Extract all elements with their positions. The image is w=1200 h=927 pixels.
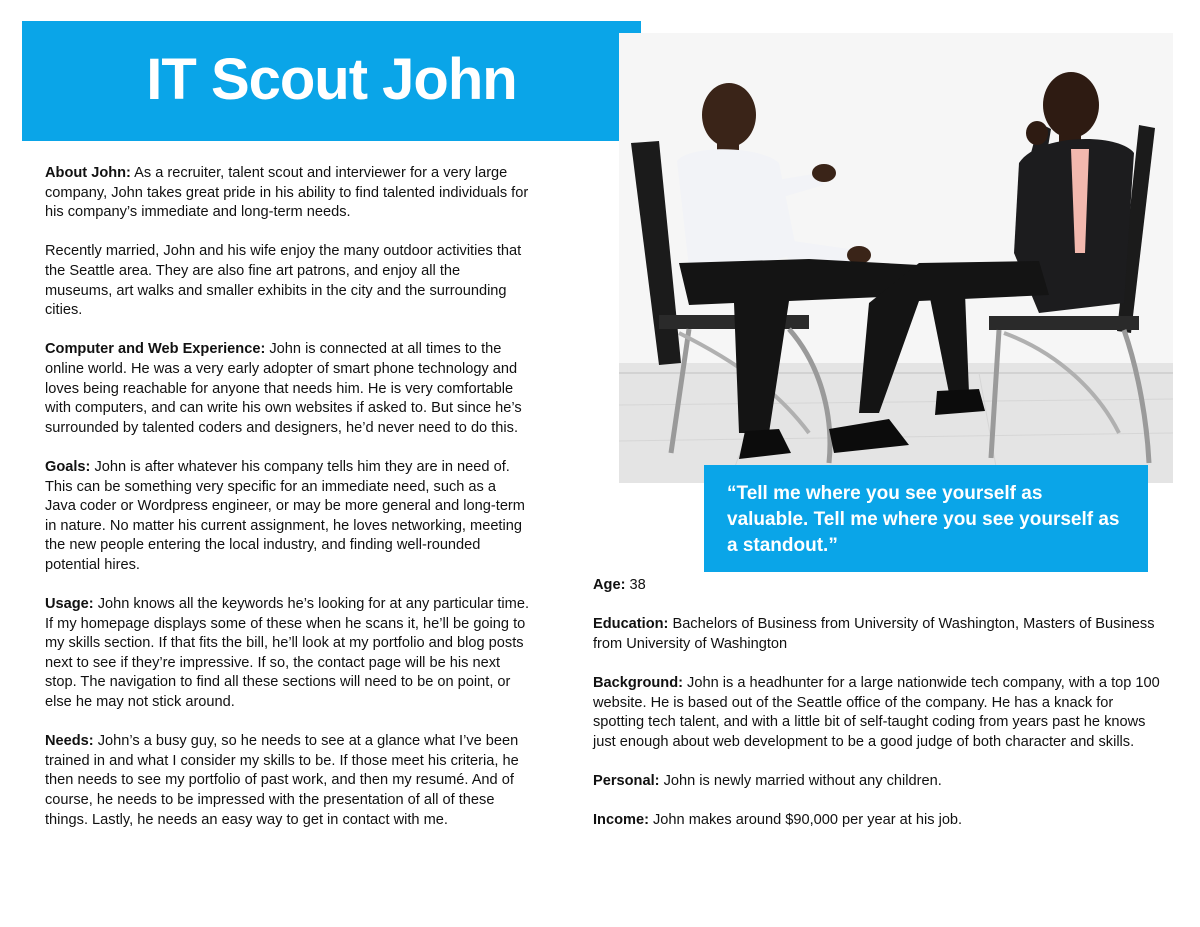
section-label: Income: xyxy=(593,812,649,829)
section-text: John is a headhunter for a large nationwide tech company, with a top 100 website. He is based out of the Seattle office of the company. He has a knack for spotting tech talent, and with a little bit of self-taught coding from years past he knows just enough about web development to be a good judge of both character and skills. xyxy=(593,674,1160,750)
section-label: Usage: xyxy=(45,596,94,613)
section-text: John is newly married without any children. xyxy=(659,772,942,789)
about-section xyxy=(45,164,530,223)
section-label: Needs: xyxy=(45,733,94,750)
section-text: John makes around $90,000 per year at his job. xyxy=(648,812,963,829)
goals-section xyxy=(45,458,530,576)
persona-details-right xyxy=(593,576,1168,850)
web-experience-section xyxy=(45,340,530,438)
section-text: John is connected at all times to the online world. He was a very early adopter of smart phone technology and loves being reachable for anyone that needs him. He is very comfortable with computers, and can write his own websites if asked to. But since he’s surrounded by talented coders and designers, he’d never need to do this. xyxy=(45,341,522,436)
section-label: Age: xyxy=(593,577,626,593)
section-label: Personal: xyxy=(593,772,660,789)
education-section xyxy=(593,615,1168,654)
quote-text: “Tell me where you see yourself as valuable. Tell me where you see yourself as a standout.” xyxy=(727,483,1120,556)
two-men-interview-photo-icon xyxy=(619,33,1173,483)
section-label: Background: xyxy=(593,674,683,691)
age-section xyxy=(593,576,1168,596)
section-text: As a recruiter, talent scout and interviewer for a very large company, John takes great pride in his ability to find talented individuals for his company’s immediate and long-term needs. xyxy=(45,165,529,221)
personal-life-section xyxy=(45,242,530,320)
section-label: Computer and Web Experience: xyxy=(45,341,266,358)
quote-callout xyxy=(704,465,1148,572)
section-label: About John: xyxy=(45,165,131,181)
page-title: IT Scout John xyxy=(146,46,517,112)
section-label: Goals: xyxy=(45,458,91,475)
section-text: Recently married, John and his wife enjoy the many outdoor activities that the Seattle area. They are also fine art patrons, and enjoy all the museums, art walks and smaller exhibits in the city and the surrounding cities. xyxy=(45,243,522,319)
usage-section xyxy=(45,595,530,713)
needs-section xyxy=(45,732,530,830)
section-label: Education: xyxy=(593,616,669,633)
persona-details-left xyxy=(45,164,530,850)
section-text: John’s a busy guy, so he needs to see at a glance what I’ve been trained in and what I consider my skills to be. If those meet his criteria, he then needs to see my portfolio of past work, and then my resumé. And of course, he needs to be impressed with the presentation of all of these things. Lastly, he needs an easy way to get in contact with me. xyxy=(45,733,519,828)
section-text: Bachelors of Business from University of Washington, Masters of Business from University of Washington xyxy=(593,616,1155,652)
section-text: John is after whatever his company tells him they are in need of. This can be something very specific for an immediate need, such as a Java coder or Wordpress engineer, or may be more general and long-term in nature. No matter his current assignment, he loves networking, meeting the new people entering the local industry, and finding well-rounded potential hires. xyxy=(45,458,525,573)
interview-photo xyxy=(619,33,1173,483)
title-banner xyxy=(22,21,641,141)
personal-section xyxy=(593,772,1168,792)
section-text: 38 xyxy=(625,577,646,593)
income-section xyxy=(593,811,1168,831)
background-section xyxy=(593,674,1168,752)
section-text: John knows all the keywords he’s looking for at any particular time. If my homepage displays some of these when he scans it, he’ll be going to my skills section. If that fits the bill, he’ll look at my portfolio and blog posts next to see if they’re impressive. If so, the contact page will be his next stop. The navigation to find all these sections will need to be on point, or else he may not stick around. xyxy=(45,596,529,711)
